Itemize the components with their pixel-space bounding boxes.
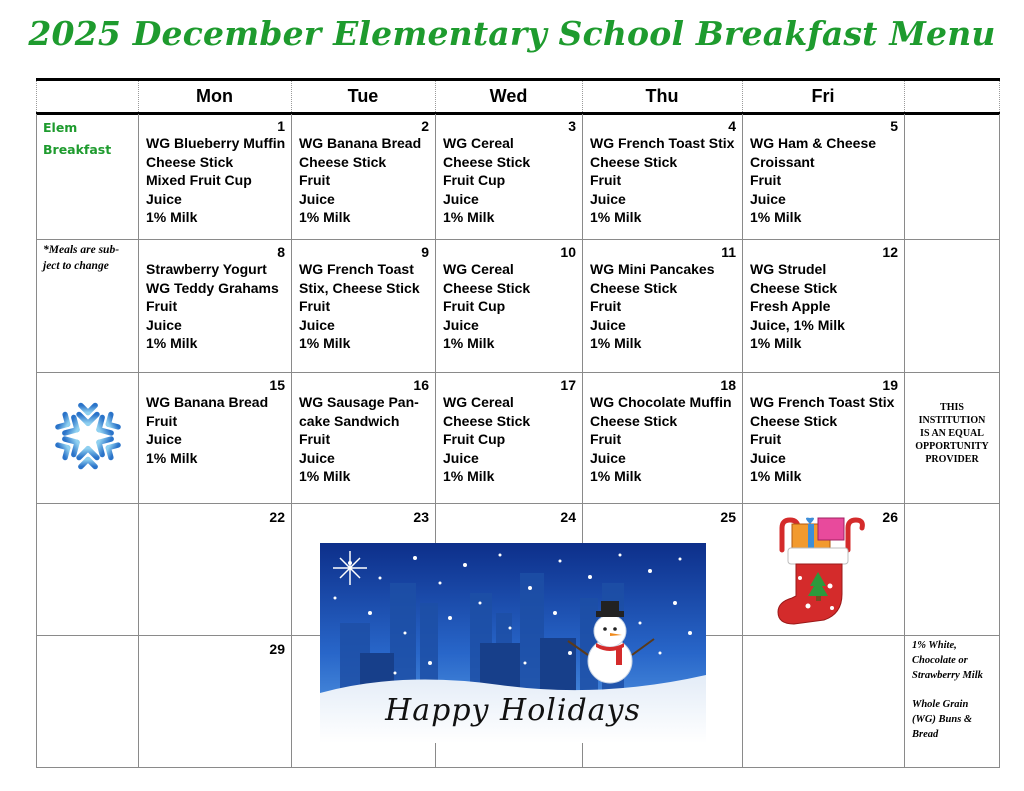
menu-item: Stix, Cheese Stick <box>299 279 420 296</box>
note-spacer <box>912 683 998 697</box>
date-number: 2 <box>421 118 429 134</box>
christmas-stocking-icon <box>772 516 866 628</box>
menu-item: Juice <box>146 190 182 207</box>
elem-breakfast-label <box>43 117 111 161</box>
eop-line: IS AN EQUAL <box>920 428 984 439</box>
note-line: (WG) Buns & <box>912 714 973 725</box>
menu-item: WG Banana Bread <box>299 135 422 151</box>
day-cell <box>742 374 904 503</box>
date-number: 22 <box>269 509 285 525</box>
day-cell <box>291 374 435 503</box>
label-line: Elem <box>43 120 78 135</box>
day-cell <box>138 115 291 239</box>
menu-item: 1% Milk <box>146 209 198 226</box>
menu-item: WG Cereal <box>443 135 514 151</box>
meals-subject-to-change-note <box>43 242 119 274</box>
row-divider <box>36 503 1000 504</box>
date-number: 11 <box>721 244 736 260</box>
menu-item: 1% Milk <box>443 468 495 485</box>
menu-item: Fruit <box>299 172 331 189</box>
label-line: Breakfast <box>43 142 112 157</box>
day-header-thu: Thu <box>645 86 679 106</box>
column-divider <box>904 114 905 768</box>
date-number: 24 <box>560 509 576 525</box>
menu-item: Fruit <box>590 298 622 315</box>
eop-line: PROVIDER <box>925 454 979 465</box>
column-divider <box>36 114 37 768</box>
row-divider <box>36 372 1000 373</box>
day-cell <box>138 638 291 767</box>
date-number: 29 <box>269 641 285 657</box>
menu-item: Fruit <box>299 431 331 448</box>
menu-item: Fruit Cup <box>443 298 506 315</box>
date-number: 25 <box>720 509 736 525</box>
day-cell <box>582 115 742 239</box>
menu-item: WG Mini Pancakes <box>590 261 715 277</box>
happy-holidays-image <box>320 543 706 743</box>
day-cell <box>742 241 904 372</box>
menu-item: 1% Milk <box>750 468 802 485</box>
day-header-mon: Mon <box>196 86 233 106</box>
menu-item: cake Sandwich <box>299 412 400 429</box>
day-cell <box>435 241 582 372</box>
menu-item: 1% Milk <box>590 335 642 352</box>
day-cell <box>435 115 582 239</box>
menu-item: Fruit <box>146 298 178 315</box>
menu-item: Fruit <box>299 298 331 315</box>
menu-item: WG Ham & Cheese <box>750 135 877 151</box>
menu-item: Juice <box>590 316 626 333</box>
menu-item: Juice <box>590 190 626 207</box>
menu-item: Mixed Fruit Cup <box>146 172 252 189</box>
menu-item: Fruit Cup <box>443 172 506 189</box>
day-header-wed: Wed <box>489 86 528 106</box>
note-line: Bread <box>912 729 939 740</box>
menu-item: Cheese Stick <box>590 412 678 429</box>
eop-line: THIS <box>940 402 964 413</box>
menu-item: Juice <box>443 190 479 207</box>
date-number: 9 <box>421 244 429 260</box>
note-line: Chocolate or <box>912 655 968 666</box>
note-line: *Meals are sub- <box>43 244 120 256</box>
header-divider <box>999 81 1000 112</box>
date-number: 16 <box>413 377 429 393</box>
grid-bottom-border <box>36 767 1000 768</box>
eop-line: INSTITUTION <box>918 415 986 426</box>
menu-item: Cheese Stick <box>590 279 678 296</box>
menu-item: Strawberry Yogurt <box>146 261 267 277</box>
menu-item: Fruit <box>146 412 178 429</box>
menu-item: Cheese Stick <box>146 153 234 170</box>
date-number: 5 <box>890 118 898 134</box>
note-line: ject to change <box>43 260 109 272</box>
menu-item: WG French Toast Stix <box>590 135 735 151</box>
date-number: 1 <box>277 118 285 134</box>
holiday-caption: Happy Holidays <box>385 693 641 728</box>
day-cell <box>742 115 904 239</box>
menu-item: Fruit <box>750 431 782 448</box>
menu-item: WG Chocolate Muffin <box>590 394 732 410</box>
date-number: 4 <box>728 118 736 134</box>
menu-item: WG Cereal <box>443 261 514 277</box>
row-divider <box>36 239 1000 240</box>
menu-item: Cheese Stick <box>299 153 387 170</box>
menu-item: WG French Toast Stix <box>750 394 895 410</box>
menu-item: Cheese Stick <box>590 153 678 170</box>
menu-item: Fruit <box>590 172 622 189</box>
date-number: 10 <box>560 244 576 260</box>
day-header-fri: Fri <box>811 86 835 106</box>
menu-item: Fruit Cup <box>443 431 506 448</box>
menu-item: 1% Milk <box>443 335 495 352</box>
menu-item: 1% Milk <box>146 335 198 352</box>
menu-item: WG French Toast <box>299 261 414 277</box>
day-cell <box>291 115 435 239</box>
menu-item: Juice <box>299 190 335 207</box>
date-number: 3 <box>568 118 576 134</box>
header-divider <box>36 81 37 112</box>
menu-item: Juice <box>443 316 479 333</box>
milk-and-grain-note <box>912 638 998 742</box>
menu-item: Juice <box>590 449 626 466</box>
equal-opportunity-statement <box>906 401 998 466</box>
menu-item: Fruit <box>750 172 782 189</box>
date-number: 15 <box>269 377 285 393</box>
menu-item: Juice <box>750 190 786 207</box>
menu-item: 1% Milk <box>443 209 495 226</box>
date-number: 8 <box>277 244 285 260</box>
menu-item: 1% Milk <box>299 335 351 352</box>
day-cell <box>138 241 291 372</box>
menu-item: Croissant <box>750 153 815 170</box>
menu-item: Cheese Stick <box>750 412 838 429</box>
menu-item: 1% Milk <box>299 209 351 226</box>
menu-item: Juice <box>750 449 786 466</box>
eop-line: OPPORTUNITY <box>915 441 989 452</box>
date-number: 17 <box>560 377 576 393</box>
column-divider <box>999 114 1000 768</box>
menu-item: WG Blueberry Muffin <box>146 135 286 151</box>
day-cell <box>138 506 291 635</box>
menu-item: WG Strudel <box>750 261 827 277</box>
menu-item: Juice <box>146 316 182 333</box>
date-number: 18 <box>720 377 736 393</box>
menu-item: 1% Milk <box>590 468 642 485</box>
menu-item: Cheese Stick <box>443 279 531 296</box>
date-number: 19 <box>882 377 898 393</box>
menu-item: 1% Milk <box>750 209 802 226</box>
menu-item: Juice <box>299 449 335 466</box>
menu-item: WG Teddy Grahams <box>146 279 279 296</box>
snowflake-icon <box>52 396 124 476</box>
note-line: Strawberry Milk <box>912 670 983 681</box>
header-divider <box>904 81 905 112</box>
day-header-tue: Tue <box>347 86 379 106</box>
menu-item: 1% Milk <box>299 468 351 485</box>
day-cell <box>582 241 742 372</box>
menu-item: Cheese Stick <box>750 279 838 296</box>
menu-item: WG Cereal <box>443 394 514 410</box>
menu-item: 1% Milk <box>146 449 198 466</box>
day-cell <box>291 241 435 372</box>
menu-item: Juice <box>146 431 182 448</box>
menu-item: Juice <box>299 316 335 333</box>
page-title: 2025 December Elementary School Breakfast Menu <box>28 14 996 53</box>
date-number: 12 <box>882 244 898 260</box>
date-number: 23 <box>413 509 429 525</box>
menu-item: WG Banana Bread <box>146 394 269 410</box>
menu-item: Juice <box>443 449 479 466</box>
menu-item: WG Sausage Pan- <box>299 394 419 410</box>
day-cell <box>582 374 742 503</box>
day-cell <box>435 374 582 503</box>
menu-item: 1% Milk <box>750 335 802 352</box>
menu-item: 1% Milk <box>590 209 642 226</box>
day-cell <box>138 374 291 503</box>
menu-item: Cheese Stick <box>443 412 531 429</box>
menu-item: Cheese Stick <box>443 153 531 170</box>
menu-item: Fresh Apple <box>750 298 831 315</box>
menu-item: Fruit <box>590 431 622 448</box>
note-line: 1% White, <box>912 640 957 651</box>
date-number: 26 <box>882 509 898 525</box>
menu-item: Juice, 1% Milk <box>750 316 845 333</box>
note-line: Whole Grain <box>912 699 969 710</box>
